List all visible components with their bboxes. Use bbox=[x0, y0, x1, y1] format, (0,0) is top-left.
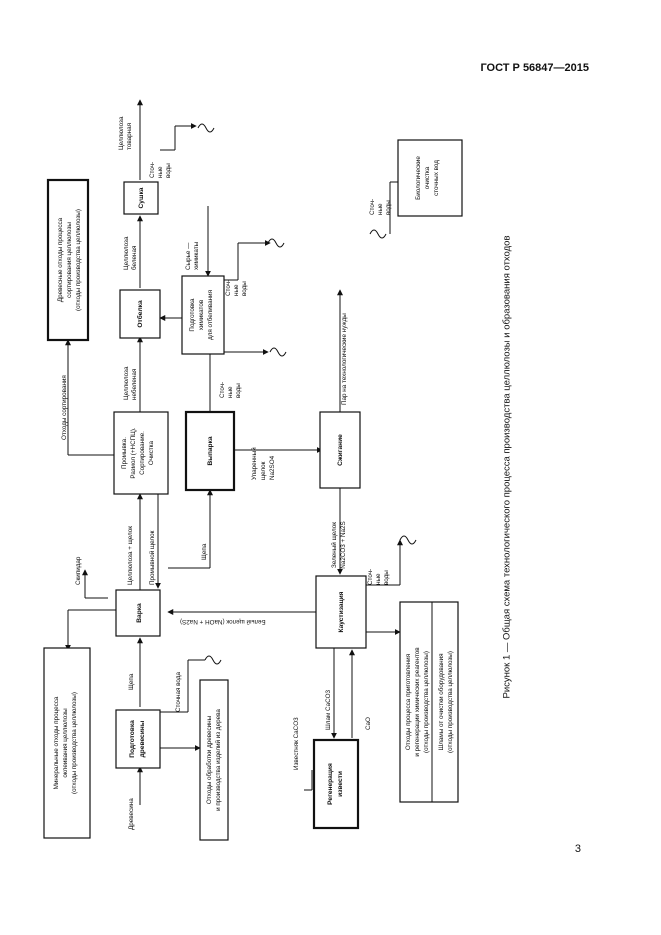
bio-l2: очистка bbox=[424, 166, 431, 190]
ww1-l2: ные bbox=[157, 166, 164, 178]
reagent-l1: Отходы процесса приготовления bbox=[405, 653, 412, 751]
standard-header: ГОСТ Р 56847—2015 bbox=[480, 62, 589, 74]
label-chips2: Щепа bbox=[201, 543, 208, 560]
wood-prep-l2: древесины bbox=[139, 720, 146, 758]
reagent-l3: (отходы производства целлюлозы) bbox=[423, 651, 430, 753]
ww3-l2: ные bbox=[227, 386, 234, 398]
ww2-l1: Сточ- bbox=[225, 279, 232, 296]
svg-text:Целлюлозабеленая bbox=[123, 236, 138, 270]
box-labels bbox=[53, 156, 454, 811]
ww1-l3: воды bbox=[165, 163, 172, 178]
green-l1: Зеленый щелок bbox=[331, 522, 338, 568]
lime-regen-l2: извести bbox=[337, 771, 344, 797]
svg-text:Сточ-ныеводы bbox=[367, 569, 390, 585]
bleaching-label: Отбелка bbox=[137, 300, 144, 328]
label-white-liquor: Белый щелок (NaOH + Na2S) bbox=[180, 618, 266, 625]
wood-prep-l1: Подготовка bbox=[129, 720, 136, 758]
raw-chem-l1: Сырье — bbox=[185, 242, 192, 270]
box-wood-waste bbox=[200, 680, 228, 840]
svg-text:Сточ-ныеводы bbox=[149, 162, 172, 178]
chem-prep-l3: для отбеливания bbox=[207, 290, 214, 340]
bleached-l1: Целлюлоза bbox=[123, 236, 130, 270]
svg-text:Целлюлозанебеленая bbox=[123, 366, 138, 400]
label-lime: Известняк CaCO3 bbox=[293, 717, 300, 770]
box-wood-prep bbox=[116, 710, 160, 768]
ww5-l3: воды bbox=[385, 200, 392, 215]
mineral-waste-l2: оклеивания целлюлозы bbox=[62, 708, 69, 778]
black-l1: Упаренный bbox=[251, 447, 258, 480]
lime-regen-l1: Регенерация bbox=[327, 763, 334, 805]
wood-sort-waste-l1: Древесные отходы процесса bbox=[57, 217, 64, 303]
svg-text:Сточ-ныеводы bbox=[369, 199, 392, 215]
sludge-l2: (отходы производства целлюлозы) bbox=[447, 651, 454, 753]
unbleached-l2: небеленая bbox=[131, 368, 138, 400]
reagent-l2: и регенерации химических реагентов bbox=[414, 647, 421, 757]
mineral-waste-l1: Минеральные отходы процесса bbox=[53, 696, 60, 790]
ww4-l2: ные bbox=[375, 573, 382, 585]
wood-sort-waste-l2: сортирования целлюлозы bbox=[66, 222, 73, 298]
unbleached-l1: Целлюлоза bbox=[123, 366, 130, 400]
ww4-l1: Сточ- bbox=[367, 568, 374, 585]
commercial-l2: товарная bbox=[126, 123, 133, 150]
washing-l3: Сортирование. bbox=[139, 431, 146, 475]
wood-waste-l1: Отходы обработки древесины bbox=[206, 715, 213, 805]
cooking-label: Варка bbox=[136, 603, 143, 623]
black-l2: щелок bbox=[260, 461, 267, 480]
label-lime-sludge: Шлам CaCO3 bbox=[325, 689, 332, 730]
svg-text:Сточ-ныеводы bbox=[225, 280, 248, 296]
mineral-waste-l3: (отходы производства целлюлозы) bbox=[71, 692, 78, 794]
sludge-l1: Шламы от очистки оборудования bbox=[438, 653, 445, 751]
label-pulp-liquor: Целлюлоза + щелок bbox=[127, 525, 134, 585]
label-chips: Щепа bbox=[128, 673, 135, 690]
raw-chem-l2: химикаты bbox=[193, 241, 200, 270]
drying-label: Сушка bbox=[138, 187, 145, 209]
ww3-l3: воды bbox=[235, 383, 242, 398]
svg-text:УпаренныйщелокNa2SO4 bbox=[250, 447, 276, 480]
commercial-l1: Целлюлоза bbox=[118, 116, 125, 150]
box-lime-regen bbox=[314, 740, 358, 828]
label-wood: Древесина bbox=[128, 798, 135, 830]
svg-text:Сточ-ныеводы bbox=[219, 382, 242, 398]
svg-text:Сырье —химикаты bbox=[185, 241, 200, 270]
causticizing-label: Каустизация bbox=[338, 591, 345, 633]
svg-text:Целлюлозатоварная bbox=[118, 116, 133, 150]
figure-caption: Рисунок 1 — Общая схема технологического процесса производства целлюлозы и образования отходов bbox=[501, 235, 513, 699]
label-sort-waste: Отходы сортирования bbox=[61, 375, 68, 440]
page-number: 3 bbox=[574, 843, 581, 855]
wood-waste-l2: и производства изделий из дерева bbox=[215, 709, 222, 811]
washing-l4: Очистка bbox=[148, 440, 155, 466]
label-cao: CaO bbox=[365, 717, 372, 730]
bleached-l2: беленая bbox=[131, 245, 138, 270]
black-l3: Na2SO4 bbox=[269, 455, 276, 480]
ww3-l1: Сточ- bbox=[219, 381, 226, 398]
label-wastewater-prep: Сточная вода bbox=[175, 672, 182, 712]
green-l2: Na2CO3 + Na2S bbox=[340, 521, 347, 569]
wood-sort-waste-l3: (отходы производства целлюлозы) bbox=[75, 209, 82, 311]
ww2-l2: ные bbox=[233, 284, 240, 296]
ww5-l2: ные bbox=[377, 203, 384, 215]
ww2-l3: воды bbox=[241, 281, 248, 296]
evaporation-label: Выпарка bbox=[207, 436, 214, 466]
bio-l1: Биологические bbox=[415, 156, 422, 200]
bio-l3: сточных вод bbox=[433, 160, 440, 196]
chem-prep-l1: Подготовка bbox=[189, 298, 196, 332]
svg-text:Древесные отходы процессасорти bbox=[57, 209, 82, 311]
ww1-l1: Сточ- bbox=[149, 161, 156, 178]
washing-l1: Промывка. bbox=[121, 437, 128, 469]
ww5-l1: Сточ- bbox=[369, 198, 376, 215]
svg-text:Зеленый щелокNa2CO3 + Na2S bbox=[330, 521, 347, 568]
label-steam: Пар на технологические нужды bbox=[341, 313, 348, 405]
chem-prep-l2: химикатов bbox=[198, 299, 205, 331]
label-wash-liquor: Промывной щелок bbox=[149, 530, 156, 585]
svg-text:Отходы процесса приготовленияи bbox=[405, 647, 430, 757]
label-skipidar: Скипидар bbox=[75, 556, 82, 585]
washing-l2: Размол (+НСПЦ). bbox=[130, 427, 137, 479]
ww4-l3: воды bbox=[383, 570, 390, 585]
combustion-label: Сжигание bbox=[337, 434, 344, 466]
